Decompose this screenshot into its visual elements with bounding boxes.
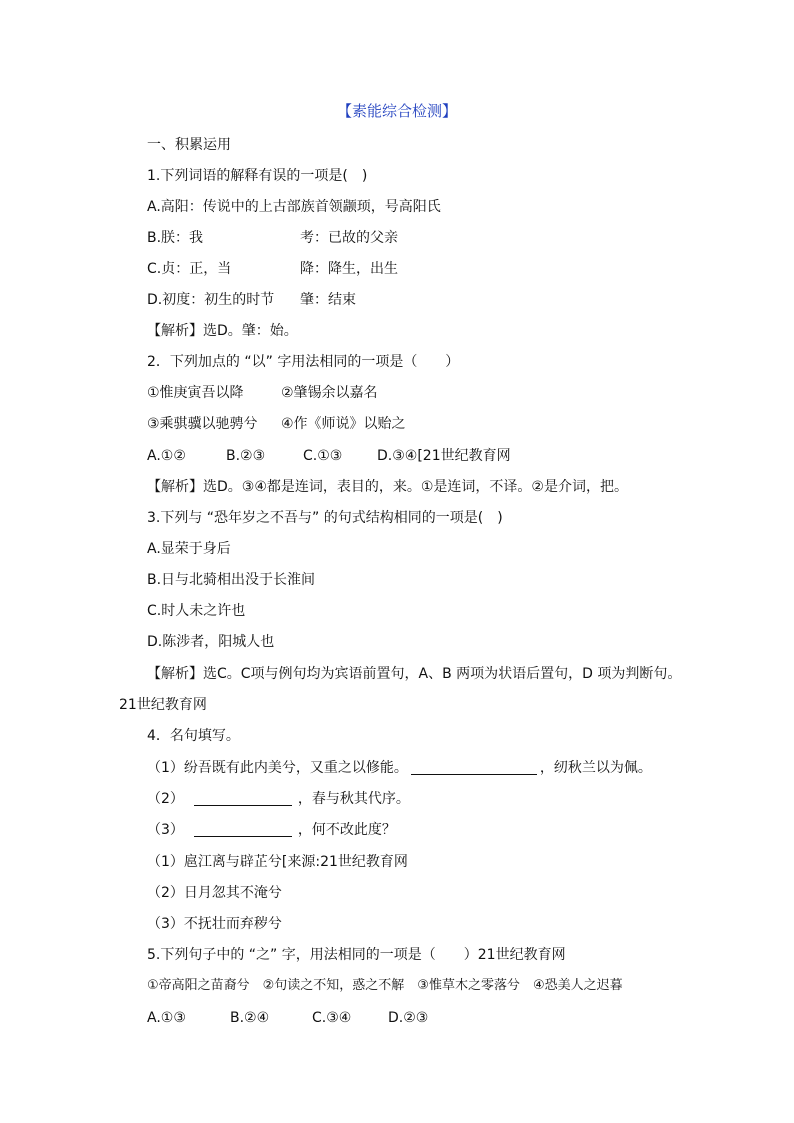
fill-blank-2[interactable] (194, 791, 292, 806)
question-2-choice-b: B.②③ (226, 448, 266, 464)
question-4-line-2-text: （2） (147, 791, 184, 807)
question-2-choice-c: C.①③ (303, 448, 343, 464)
question-3-analysis-continued: 21世纪教育网 (119, 697, 207, 713)
question-4-line-2 (147, 790, 410, 808)
question-1-analysis: 【解析】选D。肇：始。 (147, 323, 298, 339)
question-5-choice-d: D.②③ (388, 1010, 429, 1026)
question-4-stem: 4．名句填写。 (147, 728, 240, 744)
question-3-option-b: B.日与北骑相出没于长淮间 (147, 572, 316, 588)
question-2-stem: 2．下列加点的 “以” 字用法相同的一项是（ ） (147, 354, 460, 370)
question-5-items: ①帝高阳之苗裔兮 ②句读之不知，惑之不解 ③惟草木之零落兮 ④恐美人之迟暮 (147, 978, 623, 993)
question-4-line-1-tail: ，纫秋兰以为佩。 (539, 760, 652, 776)
question-1-option-d: D.初度：初生的时节 (147, 292, 275, 308)
question-1-option-c-extra: 降：降生，出生 (300, 261, 398, 277)
question-2-choice-a: A.①② (147, 448, 186, 464)
question-1-option-a: A.高阳：传说中的上古部族首领颛顼，号高阳氏 (147, 199, 441, 215)
question-2-choice-d: D.③④[21世纪教育网 (377, 448, 511, 464)
question-2-analysis: 【解析】选D。③④都是连词，表目的，来。①是连词，不译。②是介词，把。 (147, 479, 628, 495)
question-5-choice-b: B.②④ (230, 1010, 270, 1026)
question-3-option-d: D.陈涉者，阳城人也 (147, 634, 275, 650)
question-1-option-c: C.贞：正，当 (147, 261, 232, 277)
question-2-item-4: ④作《师说》以贻之 (281, 416, 406, 432)
question-1-option-d-extra: 肇：结束 (300, 292, 356, 308)
question-3-option-c: C.时人未之许也 (147, 603, 246, 619)
question-4-answer-2: （2）日月忽其不淹兮 (147, 885, 282, 901)
question-5-choice-a: A.①③ (147, 1010, 186, 1026)
question-4-line-3 (147, 821, 396, 839)
question-4-line-3-tail: ，何不改此度？ (297, 822, 396, 838)
question-1-stem: 1.下列词语的解释有误的一项是( ) (147, 168, 368, 184)
page-title: 【素能综合检测】 (337, 102, 458, 120)
question-2-item-1: ①惟庚寅吾以降 (147, 385, 244, 401)
question-2-item-3: ③乘骐骥以驰骋兮 (147, 416, 258, 432)
question-1-option-b: B.朕：我 (147, 230, 204, 246)
question-5-stem: 5.下列句子中的 “之” 字，用法相同的一项是（ ）21世纪教育网 (147, 947, 566, 963)
question-1-option-b-extra: 考：已故的父亲 (300, 230, 398, 246)
question-4-line-3-text: （3） (147, 822, 184, 838)
question-4-line-1-text: （1）纷吾既有此内美兮，又重之以修能。 (147, 760, 408, 776)
question-4-answer-3: （3）不抚壮而弃秽兮 (147, 916, 282, 932)
question-4-answer-1: （1）扈江离与辟芷兮[来源:21世纪教育网 (147, 854, 408, 870)
question-2-item-2: ②肇锡余以嘉名 (281, 385, 378, 401)
question-3-stem: 3.下列与 “恐年岁之不吾与” 的句式结构相同的一项是( ) (147, 510, 503, 526)
section-heading: 一、积累运用 (147, 137, 231, 153)
fill-blank-3[interactable] (194, 822, 292, 837)
question-4-line-2-tail: ，春与秋其代序。 (297, 791, 410, 807)
fill-blank-1[interactable] (411, 760, 537, 775)
question-3-option-a: A.显荣于身后 (147, 541, 231, 557)
question-3-analysis: 【解析】选C。C项与例句均为宾语前置句，A、B 两项为状语后置句，D 项为判断句。 (147, 666, 682, 682)
question-4-line-1 (147, 759, 652, 777)
question-5-choice-c: C.③④ (312, 1010, 352, 1026)
